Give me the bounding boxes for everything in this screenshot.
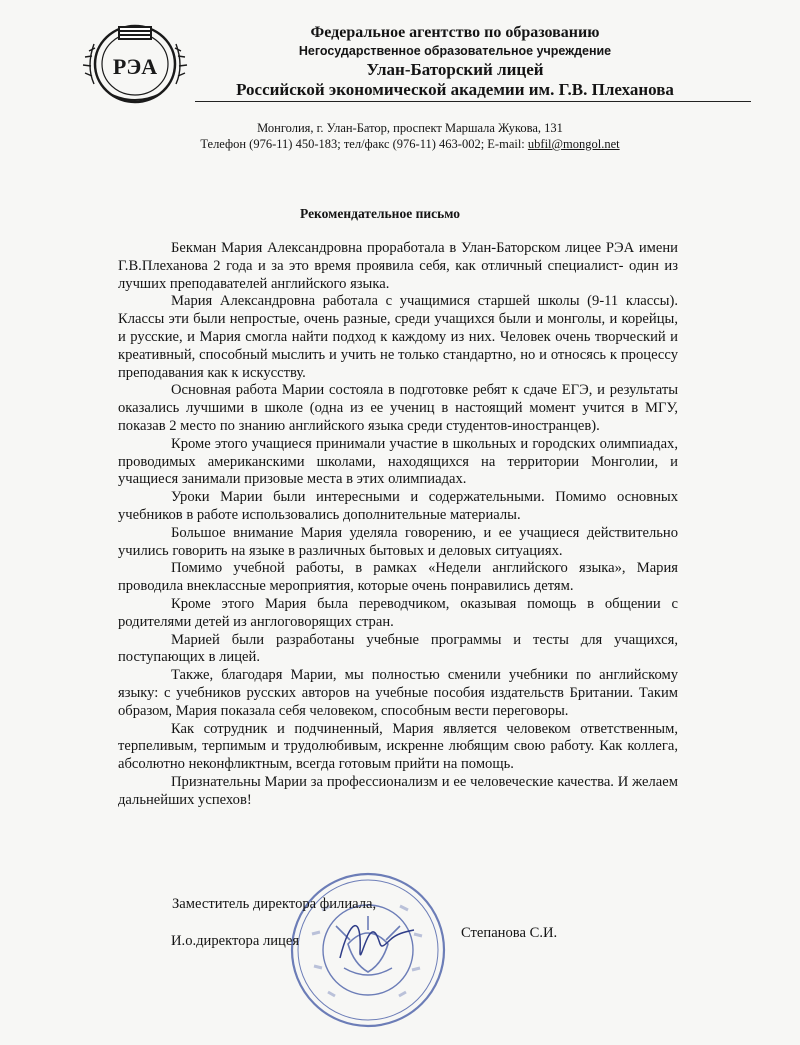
paragraph: Бекман Мария Александровна проработала в Улан-Баторском лицее РЭА имени Г.В.Плеханова 2 года и за это время проявила себя, как отличный специалист- один из лучших преподавателей английского языка.	[118, 240, 678, 292]
signatory-name: Степанова С.И.	[461, 925, 558, 941]
svg-text:РЭА: РЭА	[112, 54, 158, 79]
paragraph: Признательны Марии за профессионализм и ее человеческие качества. И желаем дальнейших успехов!	[118, 773, 678, 808]
paragraph: Уроки Марии были интересными и содержательными. Помимо основных учебников в работе использовались дополнительные материалы.	[118, 489, 678, 523]
header-divider	[195, 101, 751, 102]
paragraph: Основная работа Марии состояла в подготовке ребят к сдаче ЕГЭ, и результаты оказались лучшими в школе (одна из ее учениц в настоящий момент учится в МГУ, показав 2 место по знанию английского языка среди студентов-иностранцев).	[118, 382, 678, 434]
letter-title: Рекомендательное письмо	[300, 206, 461, 221]
contact-line	[165, 137, 655, 152]
paragraph: Кроме этого Мария была переводчиком, оказывая помощь в общении с родителями детей из англоговорящих стран.	[118, 595, 678, 630]
academy-name: Российской экономической академии им. Г.В. Плеханова	[236, 80, 674, 99]
academy-logo-emblem	[80, 14, 190, 110]
letter-body	[118, 240, 678, 810]
official-stamp	[288, 870, 448, 1030]
paragraph: Марией были разработаны учебные программы и тесты для учащихся, поступающих в лицей.	[118, 631, 678, 666]
paragraph: Большое внимание Мария уделяла говорению, и ее учащиеся действительно учились говорить на языке в различных бытовых и деловых ситуациях.	[118, 524, 678, 559]
paragraph: Помимо учебной работы, в рамках «Недели английского языка», Мария проводила внеклассные мероприятия, которые очень понравились детям.	[118, 560, 678, 595]
phone-numbers: Телефон (976-11) 450-183; тел/факс (976-11) 463-002; E-mail:	[200, 137, 525, 151]
email-link[interactable]: ubfil@mongol.net	[527, 137, 620, 151]
postal-address: Монголия, г. Улан-Батор, проспект Маршала Жукова, 131	[257, 121, 563, 135]
paragraph: Как сотрудник и подчиненный, Мария является человеком ответственным, терпеливым, терпимым и трудолюбивым, искренне любящим свою работу. Как коллега, абсолютно неконфликтным, всегда готовым прийти на помощь.	[118, 720, 678, 773]
paragraph: Кроме этого учащиеся принимали участие в школьных и городских олимпиадах, проводимых американскими школами, находящихся на территории Монголии, и учащиеся занимали призовые места в этих олимпиадах.	[118, 435, 678, 488]
paragraph: Также, благодаря Марии, мы полностью сменили учебники по английскому языку: с учебников русских авторов на учебные пособия издательств Британии. Таким образом, Мария показала себя человеком, способным вести переговоры.	[118, 667, 678, 719]
institution-type: Негосударственное образовательное учреждение	[298, 44, 612, 58]
agency-name: Федеральное агентство по образованию	[310, 24, 600, 41]
acting-director-title: И.о.директора лицея	[171, 933, 300, 949]
deputy-title: Заместитель директора филиала,	[172, 896, 377, 912]
paragraph: Мария Александровна работала с учащимися старшей школы (9-11 классы). Классы эти были непростые, очень разные, среди учащихся были и монголы, и корейцы, и русские, и Мария смогла найти подход к каждому из них. Человек очень творческий и креативный, способный мыслить и учить не только стандартно, но и относясь к процессу преподавания как к искусству.	[118, 293, 678, 381]
school-name: Улан-Баторский лицей	[366, 60, 544, 79]
